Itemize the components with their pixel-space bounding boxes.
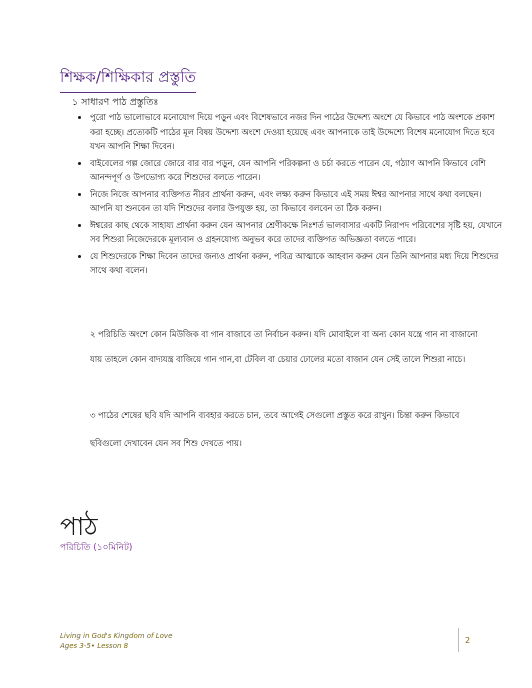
- footer-divider: [458, 628, 459, 652]
- paragraph-pictures: ৩ পাঠের শেষের ছবি যদি আপনি ব্যবহার করতে চান, তবে আগেই সেগুলো প্রস্তুত করে রাখুন। চিন্তা করুন কিভাবে ছবিগুলো দেখাবেন যেন সব শিশু দেখতে পায়।: [90, 410, 460, 448]
- footer-line-2: Ages 3-5• Lesson 8: [60, 642, 129, 650]
- lesson-heading: পাঠ: [60, 512, 98, 541]
- list-item: • পুরো পাঠ ভালোভাবে মনোযোগ দিয়ে পড়ুন এবং বিশেষভাবে নজর দিন পাঠের উদ্দেশ্য অংশে যে কিভাবে পাঠ অংশকে প্রকাশ করা হচ্ছে। প্রত্যেকটি পাঠের মূল বিষয় উদ্দেশ্য অংশে দেওয়া হয়েছে এবং আপনাকে তাই উদ্দেশ্যে বিশেষ মনোযোগ দিতে হবে যখন আপনি শিক্ষা দিবেন।: [90, 110, 504, 154]
- footer-title: [60, 631, 172, 651]
- preparation-list: [66, 110, 504, 280]
- list-item: • ঈশ্বরের কাছ থেকে সাহায্য প্রার্থনা করুন যেন আপনার শ্রেণীকক্ষে নিঃশর্ত ভালবাসার একটি নিরাপদ পরিবেশের সৃষ্টি হয়, যেখানে সব শিশুরা নিজেদেরকে মূল্যবান ও গ্রহনযোগ্য অনুভব করে তাদের ব্যক্তিগত অভিজ্ঞতা বলতে পারে।: [90, 218, 504, 247]
- list-item: • নিজে নিজে আপনার ব্যক্তিগত নীরব প্রার্থনা করুন, এবং লক্ষ্য করুন কিভাবে এই সময় ঈশ্বর আপনার সাথে কথা বলছেন। আপনি যা শুনবেন তা যদি শিশুদের বলার উপযুক্ত হয়, তা কিভাবে বলবেন তা ঠিক করুন।: [90, 187, 504, 216]
- footer-line-1: Living in God's Kingdom of Love: [60, 632, 173, 640]
- intro-label: পরিচিতি (১০মিনিট): [60, 543, 133, 553]
- sub-heading: ১ সাধারণ পাঠ প্রস্তুতিঃ: [72, 97, 159, 108]
- paragraph-music: ২ পরিচিতি অংশে কোন মিউজিক বা গান বাজাবে তা নির্বাচন করুন। যদি মোবাইলে বা অন্য কোন যন্ত্রে গান না বাজানো যায় তাহলে কোন বাদ্যযন্ত্র বাজিয়ে গান গান,বা টেবিল বা চেয়ার ঢোলের মতো বাজান যেন সেই তালে শিশুরা নাচে।: [90, 329, 478, 364]
- list-item: • বাইবেলের গল্প জোরে জোরে বার বার পড়ুন, যেন আপনি পরিকল্পনা ও চর্চা করতে পারেন যে, গঠ্যাণ আপনি কিভাবে বেশি আনন্দপূর্ণ ও উপভোগ্য করে শিশুদের বলতে পারেন।: [90, 156, 504, 185]
- section-title: শিক্ষক/শিক্ষিকার প্রস্তুতি: [60, 66, 196, 93]
- page-number: 2: [465, 636, 471, 645]
- list-item: • যে শিশুদেরকে শিক্ষা দিবেন তাদের জন্যও প্রার্থনা করুন, পবিত্র আত্মাকে আহবান করুন যেন তিনি আপনার মধ্য দিয়ে শিশুদের সাথে কথা বলেন।: [90, 249, 504, 278]
